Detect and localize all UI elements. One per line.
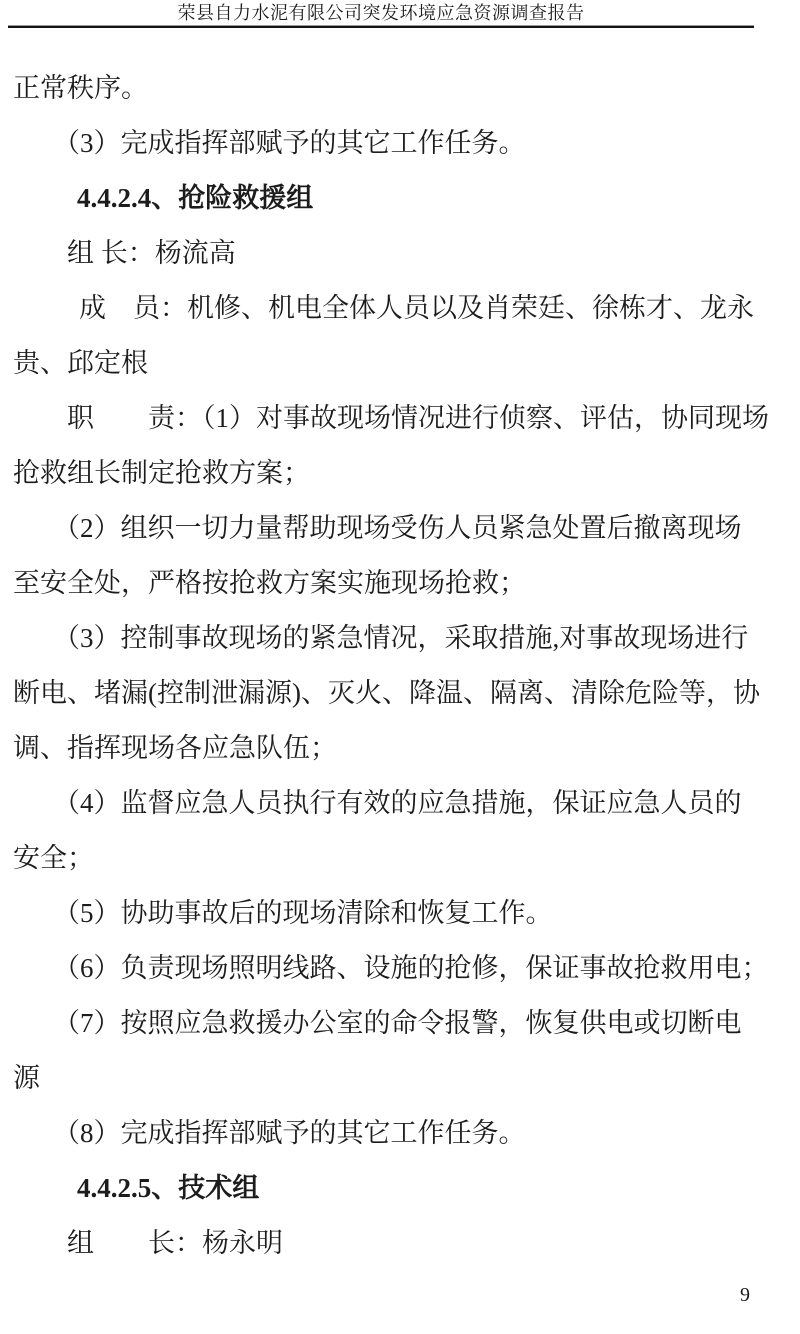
doc-line: （3）控制事故现场的紧急情况，采取措施,对事故现场进行 xyxy=(53,623,749,653)
doc-line: （7）按照应急救援办公室的命令报警，恢复供电或切断电 xyxy=(53,1008,742,1038)
header-rule-bottom xyxy=(8,26,754,28)
section-heading-technical-group: 4.4.2.5、技术组 xyxy=(77,1173,260,1203)
page-number: 9 xyxy=(740,1284,750,1306)
doc-line: 安全； xyxy=(13,843,94,873)
page-footer xyxy=(13,1280,750,1310)
doc-line: 组 长：杨流高 xyxy=(67,238,236,268)
doc-line: 抢救组长制定抢救方案； xyxy=(13,458,310,488)
doc-line: 组 长：杨永明 xyxy=(67,1228,283,1258)
doc-line: 至安全处，严格按抢救方案实施现场抢救； xyxy=(13,568,526,598)
doc-line: （8）完成指挥部赋予的其它工作任务。 xyxy=(53,1118,526,1148)
doc-line: 职 责：（1）对事故现场情况进行侦察、评估，协同现场 xyxy=(67,403,769,433)
doc-line: 断电、堵漏(控制泄漏源)、灭火、降温、隔离、清除危险等，协 xyxy=(13,678,760,708)
doc-line: （3）完成指挥部赋予的其它工作任务。 xyxy=(53,128,526,158)
page-header-title: 荣县自力水泥有限公司突发环境应急资源调查报告 xyxy=(177,3,585,23)
doc-line: 成 员：机修、机电全体人员以及肖荣廷、徐栋才、龙永 xyxy=(79,293,754,323)
doc-line: （5）协助事故后的现场清除和恢复工作。 xyxy=(53,898,553,928)
doc-line: （4）监督应急人员执行有效的应急措施，保证应急人员的 xyxy=(53,788,742,818)
section-heading-rescue-group: 4.4.2.4、抢险救援组 xyxy=(77,183,314,213)
doc-line: 贵、邱定根 xyxy=(13,348,148,378)
document-body xyxy=(13,61,788,1271)
doc-line: 正常秩序。 xyxy=(13,73,148,103)
doc-line: （6）负责现场照明线路、设施的抢修，保证事故抢救用电； xyxy=(53,953,769,983)
doc-line: （2）组织一切力量帮助现场受伤人员紧急处置后撤离现场 xyxy=(53,513,742,543)
doc-line: 调、指挥现场各应急队伍； xyxy=(13,733,337,763)
doc-line: 源 xyxy=(13,1063,40,1093)
